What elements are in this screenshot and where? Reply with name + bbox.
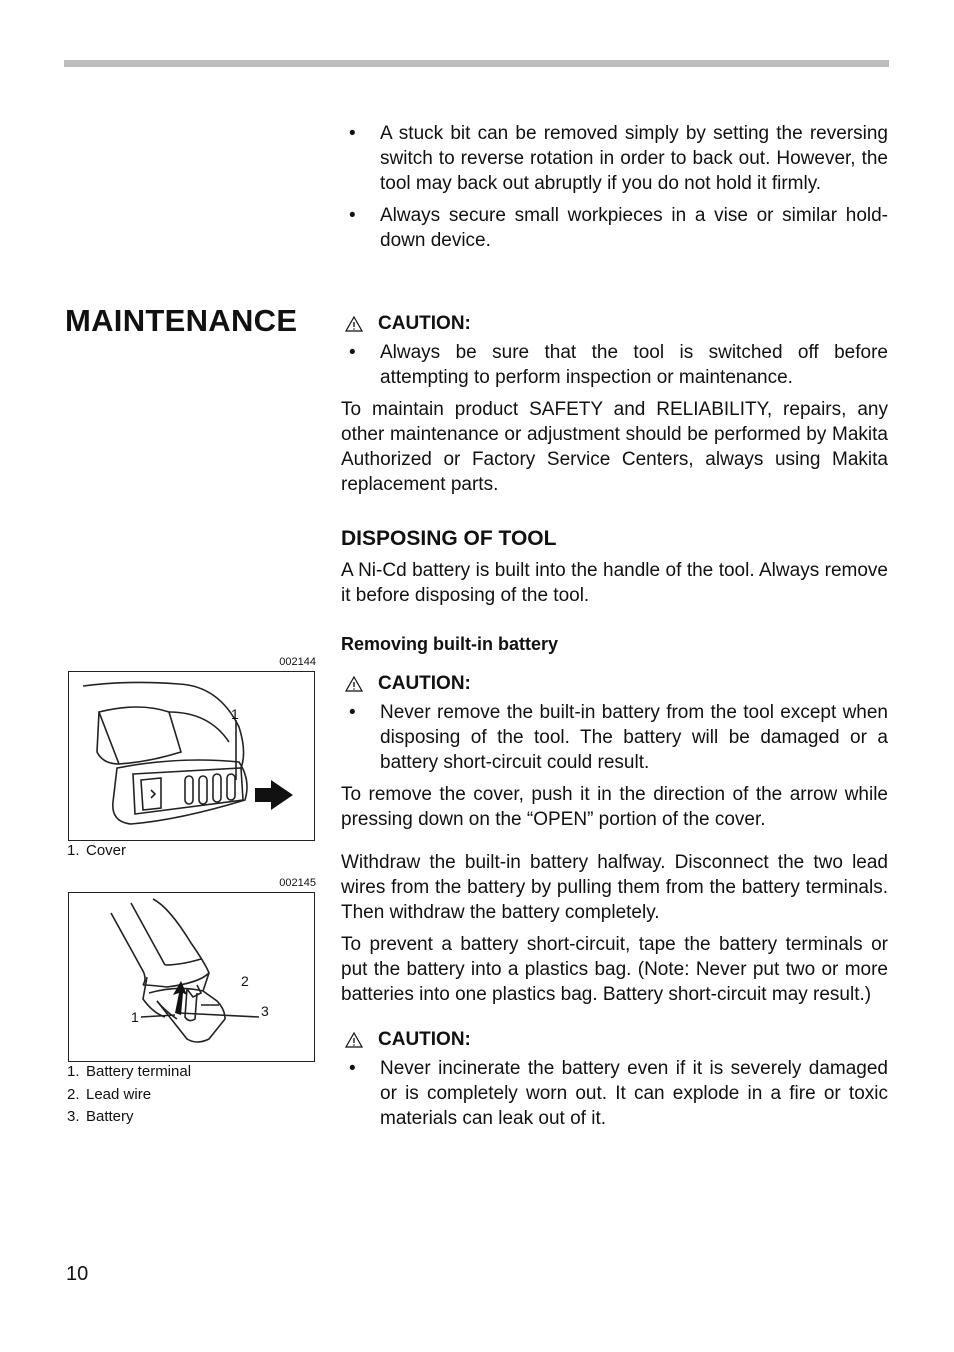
push-arrow-icon	[255, 780, 293, 810]
cover-illustration	[69, 672, 313, 839]
incinerate-caution-bullet: • Never incinerate the battery even if it is severely damaged or is completely worn out. It can explode in a fire or toxic materials can leak out of it.	[349, 1058, 888, 1129]
maintenance-paragraph: To maintain product SAFETY and RELIABILITY, repairs, any other maintenance or adjustment should be performed by Makita Authorized or Factory Service Centers, always using Makita replacement parts.	[341, 399, 888, 495]
figure2-box	[68, 892, 315, 1062]
main-text-column	[341, 121, 888, 1138]
figure1-captions	[67, 840, 126, 863]
maintenance-heading: MAINTENANCE	[65, 303, 298, 338]
intro-bullet-2: • Always secure small workpieces in a vise or similar hold-down device.	[349, 205, 888, 251]
battery-illustration	[69, 893, 313, 1060]
warning-triangle-icon	[345, 1032, 363, 1048]
cover-paragraph: To remove the cover, push it in the direction of the arrow while pressing down on the “OPEN” portion of the cover.	[341, 784, 888, 830]
figure1-callout-1: 1	[231, 706, 239, 722]
figure2-caption-2: 2. Lead wire	[67, 1085, 152, 1103]
figure2-captions	[67, 1061, 191, 1129]
figure2-caption-1: 1. Battery terminal	[67, 1063, 192, 1080]
disposing-heading: DISPOSING OF TOOL	[341, 527, 557, 550]
warning-triangle-icon	[345, 316, 363, 332]
figure1-code: 002144	[279, 656, 316, 668]
figure1-box	[68, 671, 315, 841]
removing-caution-bullet: • Never remove the built-in battery from the tool except when disposing of the tool. The battery will be damaged or a battery short-circuit could result.	[349, 702, 888, 773]
disposing-paragraph: A Ni-Cd battery is built into the handle of the tool. Always remove it before disposing of the tool.	[341, 560, 888, 606]
figure2-callout-2: 2	[241, 973, 249, 989]
figure2-caption-3: 3. Battery	[67, 1108, 134, 1125]
figure1-caption-1: 1. Cover	[67, 842, 127, 859]
page-number: 10	[66, 1263, 89, 1285]
figure2-code: 002145	[279, 877, 316, 889]
warning-triangle-icon	[345, 676, 363, 692]
withdraw-paragraph: Withdraw the built-in battery halfway. Disconnect the two lead wires from the battery by pulling them from the battery terminals. Then withdraw the battery completely.	[341, 852, 888, 923]
incinerate-caution: CAUTION:	[341, 1027, 888, 1052]
removing-caution: CAUTION:	[341, 671, 888, 696]
intro-bullet-1: • A stuck bit can be removed simply by setting the reversing switch to reverse rotation in order to back out. However, the tool may back out abruptly if you do not hold it firmly.	[349, 123, 888, 194]
figure2-callout-3: 3	[261, 1003, 269, 1019]
figure2-callout-1: 1	[131, 1009, 139, 1025]
removing-battery-heading: Removing built-in battery	[341, 634, 559, 654]
prevent-paragraph: To prevent a battery short-circuit, tape the battery terminals or put the battery into a plastics bag. (Note: Never put two or more batteries into one plastics bag. Battery short-circuit may result.)	[341, 934, 888, 1005]
maintenance-caution-bullet: • Always be sure that the tool is switched off before attempting to perform inspection or maintenance.	[349, 342, 888, 388]
maintenance-caution: CAUTION:	[341, 311, 888, 336]
top-rule	[64, 60, 889, 67]
